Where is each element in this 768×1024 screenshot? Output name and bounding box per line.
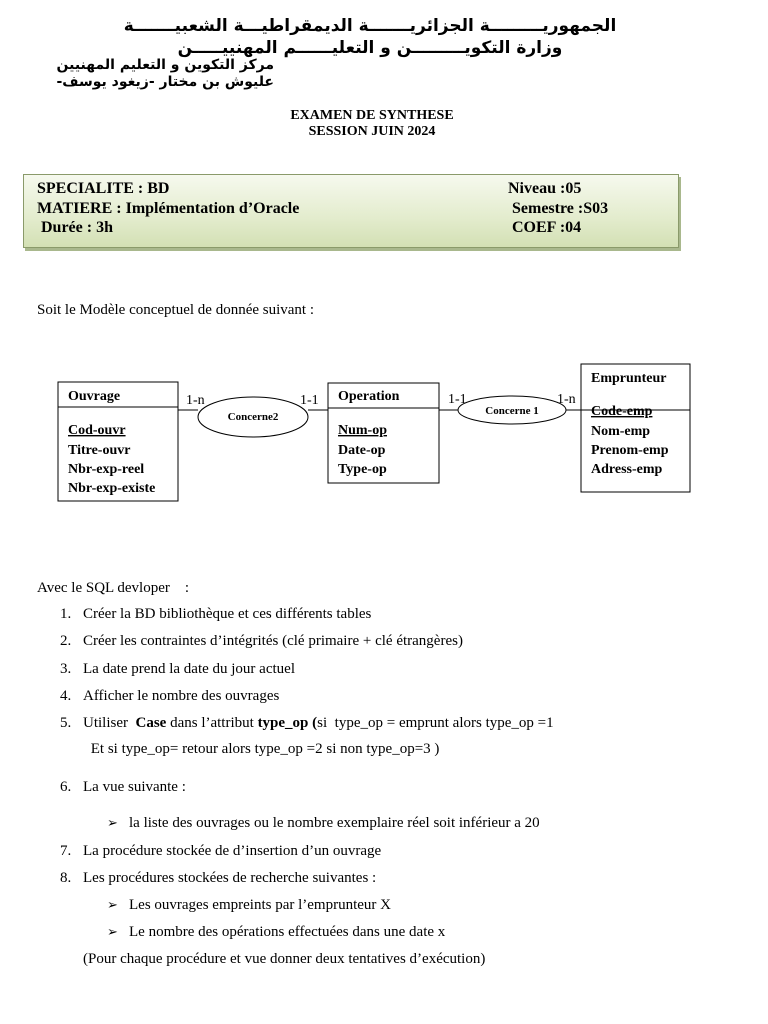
header-ar-ministry: وزارة التكويـــــــــن و التعليــــــم المهنييـــــن bbox=[177, 38, 563, 58]
task-subitem bbox=[107, 897, 391, 914]
arrow-bullet-icon: ➢ bbox=[107, 815, 118, 830]
entity-ouvrage-name: Ouvrage bbox=[68, 389, 121, 404]
task-text: La date prend la date du jour actuel bbox=[83, 661, 295, 677]
entity-emprunteur-attr: Adress-emp bbox=[591, 462, 663, 477]
task-number: 5. bbox=[60, 715, 72, 731]
task-text: Afficher le nombre des ouvrages bbox=[83, 688, 280, 704]
cardinality-emprunteur: 1-n bbox=[557, 392, 576, 407]
entity-emprunteur-name: Emprunteur bbox=[591, 371, 667, 386]
task-text-part: si type_op = emprunt alors type_op =1 bbox=[317, 715, 554, 731]
task-subitem-text: Le nombre des opérations effectuées dans une date x bbox=[129, 924, 446, 940]
entity-ouvrage-attr: Titre-ouvr bbox=[68, 443, 131, 458]
task-text: Créer la BD bibliothèque et ces différents tables bbox=[83, 606, 372, 622]
task-text-part: Utiliser bbox=[83, 715, 136, 731]
relation-concerne1 bbox=[458, 396, 566, 424]
task-item bbox=[60, 870, 376, 887]
entity-ouvrage-attr: Nbr-exp-existe bbox=[68, 481, 156, 496]
entity-ouvrage bbox=[58, 382, 178, 501]
entity-ouvrage-key: Cod-ouvr bbox=[68, 423, 126, 438]
task-item bbox=[60, 779, 186, 796]
entity-emprunteur-attr: Nom-emp bbox=[591, 424, 651, 439]
task-text: La procédure stockée de d’insertion d’un ouvrage bbox=[83, 843, 382, 859]
task-text: Créer les contraintes d’intégrités (clé primaire + clé étrangères) bbox=[83, 633, 463, 649]
exam-info-box bbox=[23, 174, 679, 248]
task-item bbox=[60, 843, 381, 860]
arrow-bullet-icon: ➢ bbox=[107, 897, 118, 912]
task-item bbox=[60, 633, 463, 650]
task-text: Les procédures stockées de recherche suivantes : bbox=[83, 870, 377, 886]
relation-concerne2 bbox=[198, 397, 308, 437]
entity-emprunteur-attr: Prenom-emp bbox=[591, 443, 669, 458]
task-subitem-text: la liste des ouvrages ou le nombre exemplaire réel soit inférieur a 20 bbox=[129, 815, 540, 831]
semestre: Semestre :S03 bbox=[508, 200, 609, 217]
task-keyword-case: Case bbox=[135, 715, 167, 731]
intro-text: Soit le Modèle conceptuel de donnée suivant : bbox=[37, 302, 315, 318]
mcd-diagram bbox=[40, 360, 710, 510]
task-number: 8. bbox=[60, 870, 72, 886]
task-number: 6. bbox=[60, 779, 72, 795]
task-item bbox=[60, 688, 279, 705]
duree: Durée : 3h bbox=[37, 219, 113, 236]
exam-title: EXAMEN DE SYNTHESE bbox=[290, 108, 454, 123]
task-number: 1. bbox=[60, 606, 72, 622]
task-number: 2. bbox=[60, 633, 72, 649]
entity-ouvrage-attr: Nbr-exp-reel bbox=[68, 462, 145, 477]
arrow-bullet-icon: ➢ bbox=[107, 924, 118, 939]
entity-operation-key: Num-op bbox=[338, 423, 388, 438]
task-subitem-text: Les ouvrages empreints par l’emprunteur X bbox=[129, 897, 391, 913]
relation-concerne1-name: Concerne 1 bbox=[485, 405, 539, 417]
relation-concerne2-name: Concerne2 bbox=[227, 411, 279, 423]
task-subitem bbox=[107, 924, 445, 941]
entity-operation-attr: Date-op bbox=[338, 443, 386, 458]
cardinality-operation-right: 1-1 bbox=[448, 392, 467, 407]
exam-session: SESSION JUIN 2024 bbox=[308, 124, 436, 139]
task-continuation: Et si type_op= retour alors type_op =2 si non type_op=3 ) bbox=[87, 741, 440, 757]
task-text: La vue suivante : bbox=[83, 779, 186, 795]
task-number: 3. bbox=[60, 661, 72, 677]
specialite: SPECIALITE : BD bbox=[37, 180, 170, 197]
cardinality-ouvrage: 1-n bbox=[186, 393, 205, 408]
header-ar-location: عليوش بن مختار -زيغود يوسف- bbox=[56, 74, 274, 90]
cardinality-operation-left: 1-1 bbox=[300, 393, 319, 408]
task-number: 4. bbox=[60, 688, 72, 704]
tasks-note: (Pour chaque procédure et vue donner deux tentatives d’exécution) bbox=[83, 951, 486, 967]
niveau: Niveau :05 bbox=[508, 180, 582, 197]
coef: COEF :04 bbox=[508, 219, 582, 236]
task-item bbox=[60, 606, 371, 623]
entity-emprunteur-key: Code-emp bbox=[591, 404, 653, 419]
task-keyword-type-op: type_op ( bbox=[257, 715, 318, 731]
entity-operation-name: Operation bbox=[338, 389, 400, 404]
header-ar-republic: الجمهوريـــــــــة الجزائريـــــــة الديمقراطيـــة الشعبيـــــــة bbox=[123, 16, 617, 36]
header-ar-center: مركز التكوين و التعليم المهنيين bbox=[56, 57, 274, 73]
task-text-part: dans l’attribut bbox=[166, 715, 258, 731]
task-item bbox=[60, 661, 295, 678]
exam-heading bbox=[0, 108, 744, 140]
task-subitem bbox=[107, 815, 540, 832]
entity-operation bbox=[328, 383, 439, 483]
tasks-intro: Avec le SQL devloper : bbox=[37, 580, 190, 596]
entity-emprunteur bbox=[581, 364, 690, 492]
matiere: MATIERE : Implémentation d’Oracle bbox=[37, 200, 300, 217]
entity-operation-attr: Type-op bbox=[338, 462, 387, 477]
task-item bbox=[60, 715, 554, 732]
task-number: 7. bbox=[60, 843, 72, 859]
